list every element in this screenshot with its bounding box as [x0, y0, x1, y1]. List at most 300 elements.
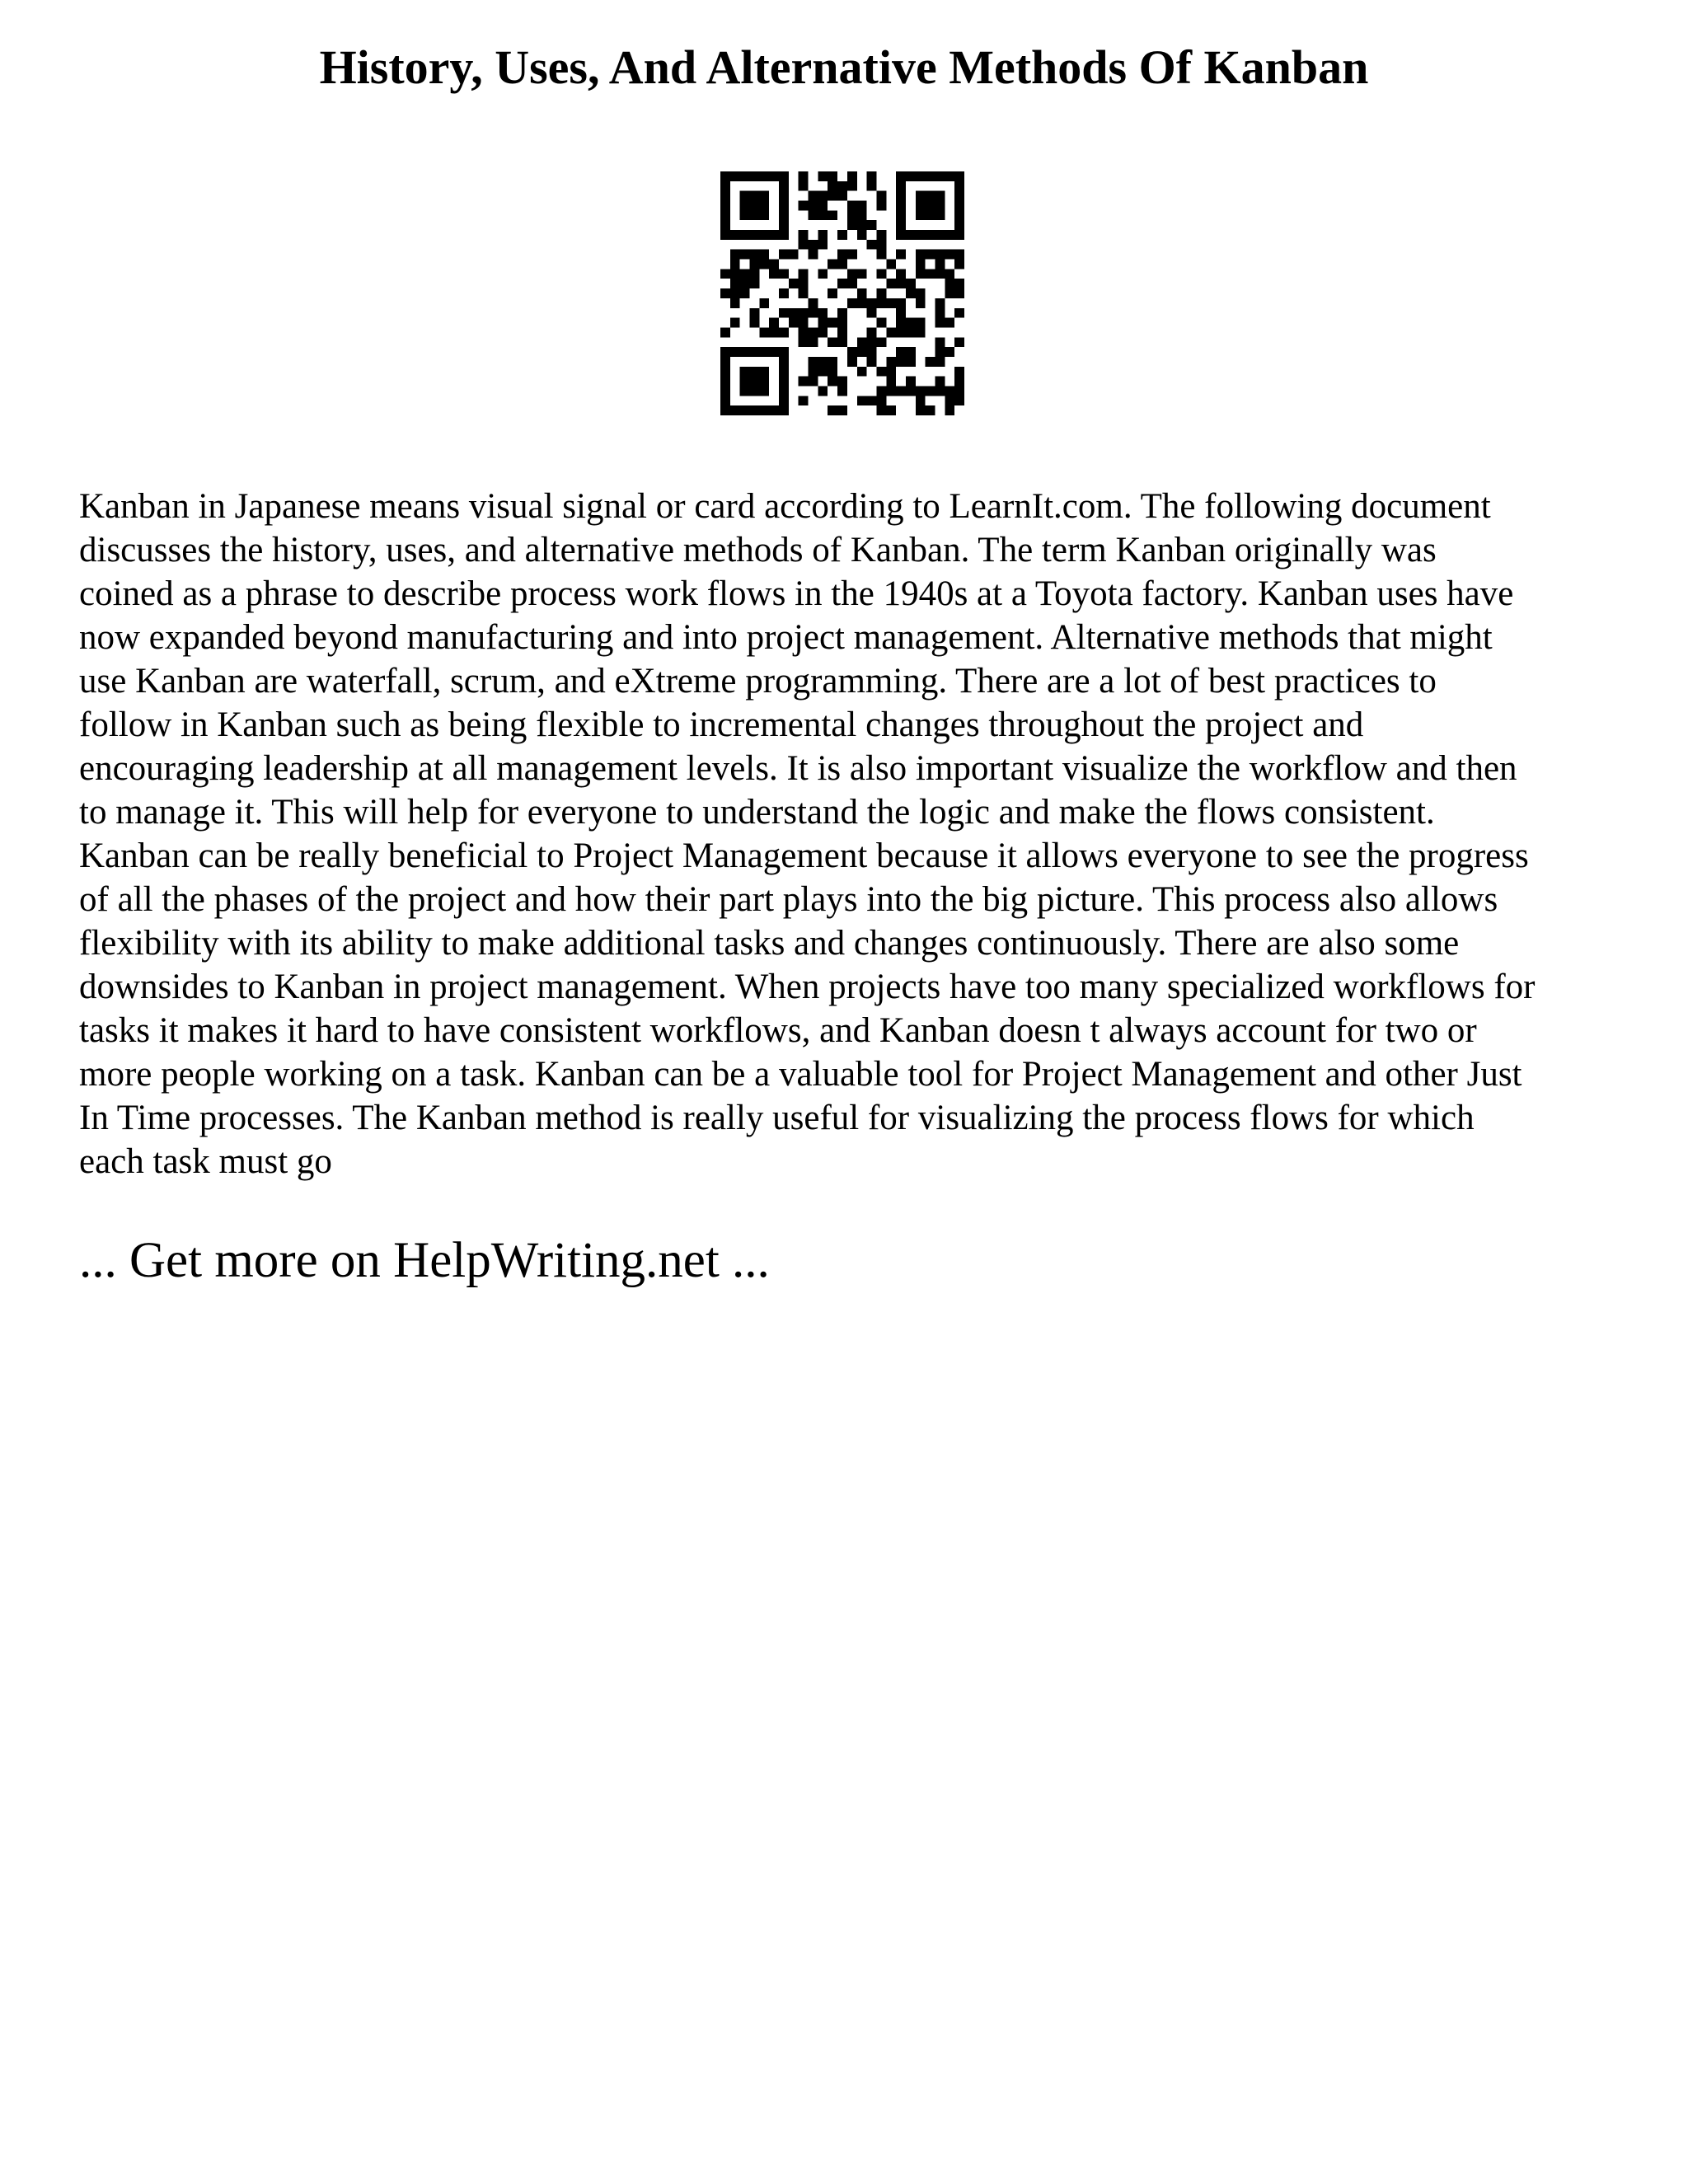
qr-module [916, 210, 926, 220]
qr-module [906, 386, 916, 396]
qr-module [740, 279, 750, 288]
qr-module [876, 250, 886, 260]
qr-module [837, 318, 847, 328]
qr-module [896, 347, 906, 357]
qr-module [954, 250, 964, 260]
qr-module [935, 386, 945, 396]
qr-module [720, 327, 730, 337]
qr-module [886, 386, 896, 396]
qr-module [906, 279, 916, 288]
qr-module [954, 396, 964, 405]
qr-module [954, 191, 964, 201]
qr-module [759, 230, 769, 240]
qr-module [954, 260, 964, 269]
qr-module [769, 260, 779, 269]
qr-module [886, 405, 896, 415]
qr-module [876, 337, 886, 347]
qr-module [779, 171, 789, 181]
qr-module [799, 288, 809, 298]
qr-module [779, 250, 789, 260]
qr-module [926, 386, 935, 396]
qr-module [730, 405, 740, 415]
qr-module [769, 269, 779, 279]
qr-module [759, 260, 769, 269]
qr-module [857, 220, 867, 230]
qr-code-icon [720, 171, 964, 415]
qr-module [954, 279, 964, 288]
qr-module [720, 220, 730, 230]
qr-module [926, 357, 935, 367]
qr-module [867, 171, 877, 181]
qr-module [759, 367, 769, 377]
qr-module [906, 171, 916, 181]
qr-module [945, 347, 954, 357]
qr-module [789, 250, 799, 260]
qr-module [876, 230, 886, 240]
qr-module [857, 337, 867, 347]
qr-module [809, 201, 818, 211]
qr-module [837, 181, 847, 191]
qr-module [828, 337, 837, 347]
qr-module [750, 230, 760, 240]
qr-module [916, 288, 926, 298]
qr-module [759, 201, 769, 211]
qr-module [720, 269, 730, 279]
qr-module [750, 386, 760, 396]
qr-module [954, 201, 964, 211]
qr-module [857, 396, 867, 405]
qr-module [809, 367, 818, 377]
qr-module [799, 201, 809, 211]
qr-module [818, 308, 828, 318]
qr-module [818, 210, 828, 220]
qr-module [857, 288, 867, 298]
qr-module [809, 357, 818, 367]
qr-module [945, 279, 954, 288]
qr-module [769, 171, 779, 181]
qr-module [779, 269, 789, 279]
qr-module [945, 396, 954, 405]
qr-module [886, 367, 896, 377]
qr-module [837, 386, 847, 396]
qr-module [847, 181, 857, 191]
qr-module [740, 250, 750, 260]
qr-module [916, 269, 926, 279]
qr-module [740, 201, 750, 211]
qr-module [740, 210, 750, 220]
qr-module [730, 260, 740, 269]
qr-module [954, 386, 964, 396]
qr-module [730, 318, 740, 328]
qr-module [935, 171, 945, 181]
qr-module [779, 230, 789, 240]
qr-module [867, 181, 877, 191]
qr-module [926, 269, 935, 279]
qr-module [818, 357, 828, 367]
qr-module [740, 171, 750, 181]
qr-module [750, 279, 760, 288]
qr-module [799, 337, 809, 347]
qr-module [730, 279, 740, 288]
qr-module [779, 220, 789, 230]
qr-module [809, 298, 818, 308]
qr-module [916, 318, 926, 328]
qr-module [779, 288, 789, 298]
get-more-link[interactable]: ... Get more on HelpWriting.net ... [79, 1233, 770, 1288]
qr-module [906, 318, 916, 328]
qr-module [916, 230, 926, 240]
qr-module [935, 210, 945, 220]
qr-module [799, 240, 809, 250]
qr-module [935, 337, 945, 347]
qr-module [750, 377, 760, 387]
qr-module [818, 318, 828, 328]
qr-module [876, 191, 886, 201]
qr-module [720, 405, 730, 415]
qr-module [935, 318, 945, 328]
qr-module [720, 230, 730, 240]
qr-module [867, 220, 877, 230]
qr-module [779, 327, 789, 337]
qr-module [876, 201, 886, 211]
qr-module [876, 386, 886, 396]
qr-module [720, 201, 730, 211]
qr-module [809, 337, 818, 347]
qr-module [828, 318, 837, 328]
qr-module [750, 405, 760, 415]
qr-module [896, 171, 906, 181]
qr-module [916, 250, 926, 260]
qr-module [837, 308, 847, 318]
qr-module [799, 279, 809, 288]
qr-module [740, 405, 750, 415]
qr-module [876, 396, 886, 405]
qr-module [720, 386, 730, 396]
qr-module [818, 230, 828, 240]
qr-module [847, 357, 857, 367]
qr-module [799, 308, 809, 318]
qr-module [779, 210, 789, 220]
qr-module [886, 279, 896, 288]
qr-module [750, 260, 760, 269]
qr-module [896, 201, 906, 211]
qr-module [730, 230, 740, 240]
qr-module [857, 367, 867, 377]
qr-module [954, 367, 964, 377]
qr-module [769, 347, 779, 357]
qr-module [886, 327, 896, 337]
qr-module [750, 367, 760, 377]
qr-module [857, 347, 867, 357]
qr-module [759, 347, 769, 357]
qr-module [740, 367, 750, 377]
qr-module [837, 405, 847, 415]
qr-module [730, 171, 740, 181]
qr-module [818, 269, 828, 279]
qr-module [837, 337, 847, 347]
qr-module [876, 318, 886, 328]
qr-module [769, 327, 779, 337]
qr-module [759, 386, 769, 396]
qr-module [847, 201, 857, 211]
qr-module [720, 377, 730, 387]
qr-module [837, 327, 847, 337]
qr-module [935, 347, 945, 357]
qr-module [857, 269, 867, 279]
qr-module [837, 279, 847, 288]
qr-module [740, 191, 750, 201]
qr-module [847, 171, 857, 181]
qr-module [847, 269, 857, 279]
qr-module [779, 201, 789, 211]
qr-module [867, 347, 877, 357]
qr-module [720, 181, 730, 191]
qr-module [730, 347, 740, 357]
qr-module [926, 230, 935, 240]
qr-module [847, 250, 857, 260]
qr-module [828, 191, 837, 201]
qr-module [896, 181, 906, 191]
qr-module [799, 318, 809, 328]
qr-module [750, 171, 760, 181]
qr-module [809, 308, 818, 318]
qr-module [828, 210, 837, 220]
qr-module [847, 347, 857, 357]
qr-module [906, 230, 916, 240]
qr-module [896, 279, 906, 288]
qr-module [750, 210, 760, 220]
qr-module [886, 260, 896, 269]
qr-module [896, 308, 906, 318]
qr-module [730, 250, 740, 260]
qr-module [945, 269, 954, 279]
qr-module [916, 298, 926, 308]
qr-module [916, 327, 926, 337]
qr-module [886, 298, 896, 308]
qr-module [720, 191, 730, 201]
qr-module [828, 377, 837, 387]
qr-module [750, 191, 760, 201]
qr-module [759, 327, 769, 337]
qr-module [857, 210, 867, 220]
qr-module [809, 377, 818, 387]
qr-module [740, 386, 750, 396]
qr-module [945, 405, 954, 415]
qr-module [954, 171, 964, 181]
qr-module [906, 327, 916, 337]
qr-module [828, 405, 837, 415]
qr-module [799, 377, 809, 387]
qr-module [867, 357, 877, 367]
qr-module [867, 337, 877, 347]
qr-module [867, 308, 877, 318]
qr-module [896, 250, 906, 260]
qr-module [837, 230, 847, 240]
qr-module [828, 357, 837, 367]
qr-module [954, 230, 964, 240]
qr-module [867, 327, 877, 337]
qr-module [759, 191, 769, 201]
qr-module [750, 269, 760, 279]
qr-module [876, 288, 886, 298]
qr-module [720, 171, 730, 181]
qr-module [857, 230, 867, 240]
qr-module [779, 347, 789, 357]
qr-module [837, 250, 847, 260]
qr-module [935, 269, 945, 279]
qr-module [876, 298, 886, 308]
qr-module [945, 288, 954, 298]
qr-module [769, 318, 779, 328]
qr-module [818, 191, 828, 201]
qr-module [916, 386, 926, 396]
qr-module [886, 357, 896, 367]
qr-module [769, 405, 779, 415]
qr-module [720, 357, 730, 367]
qr-module [906, 288, 916, 298]
qr-module [926, 405, 935, 415]
qr-module [896, 327, 906, 337]
qr-module [818, 367, 828, 377]
qr-module [954, 308, 964, 318]
qr-module [799, 269, 809, 279]
qr-module [740, 230, 750, 240]
qr-module [750, 201, 760, 211]
qr-module [876, 269, 886, 279]
qr-module [828, 181, 837, 191]
qr-module [896, 357, 906, 367]
qr-module [916, 260, 926, 269]
qr-module [896, 318, 906, 328]
qr-module [730, 298, 740, 308]
qr-module [828, 367, 837, 377]
qr-module [954, 337, 964, 347]
qr-module [945, 318, 954, 328]
qr-module [799, 230, 809, 240]
qr-module [759, 377, 769, 387]
qr-module [828, 171, 837, 181]
qr-module [916, 201, 926, 211]
qr-module [779, 386, 789, 396]
qr-module [818, 327, 828, 337]
qr-module [837, 191, 847, 201]
qr-module [818, 386, 828, 396]
qr-module [954, 210, 964, 220]
qr-module [876, 240, 886, 250]
qr-module [720, 367, 730, 377]
qr-module [847, 210, 857, 220]
qr-module [926, 191, 935, 201]
qr-module [886, 377, 896, 387]
qr-module [779, 357, 789, 367]
qr-code-graphic [720, 171, 964, 415]
qr-module [789, 279, 799, 288]
qr-module [916, 396, 926, 405]
qr-module [935, 377, 945, 387]
qr-module [954, 288, 964, 298]
qr-module [847, 298, 857, 308]
qr-module [935, 191, 945, 201]
qr-module [809, 250, 818, 260]
qr-module [799, 327, 809, 337]
qr-module [837, 260, 847, 269]
qr-module [799, 171, 809, 181]
qr-module [779, 191, 789, 201]
qr-module [935, 201, 945, 211]
qr-module [759, 171, 769, 181]
qr-module [759, 210, 769, 220]
body-paragraph: Kanban in Japanese means visual signal or card according to LearnIt.com. The following document discusses the history, uses, and alternative methods of Kanban. The term Kanban originally was coined as a phrase to describe process work flows in the 1940s at a Toyota factory. Kanban uses have now expanded beyond manufacturing and into project management. Alternative methods that might use Kanban are waterfall, scrum, and eXtreme programming. There are a lot of best practices to follow in Kanban such as being flexible to incremental changes throughout the project and encouraging leadership at all management levels. It is also important visualize the workflow and then to manage it. This will help for everyone to understand the logic and make the flows consistent. Kanban can be really beneficial to Project Management because it allows everyone to see the progress of all the phases of the project and how their part plays into the big picture. This process also allows flexibility with its ability to make additional tasks and changes continuously. There are also some downsides to Kanban in project management. When projects have too many specialized workflows for tasks it makes it hard to have consistent workflows, and Kanban doesn t always account for two or more people working on a task. Kanban can be a valuable tool for Project Management and other Just In Time processes. The Kanban method is really useful for visualizing the process flows for which each task must go [79, 487, 1536, 1181]
qr-module [935, 230, 945, 240]
qr-module [935, 298, 945, 308]
qr-module [954, 181, 964, 191]
qr-module [740, 288, 750, 298]
qr-module [945, 171, 954, 181]
qr-module [799, 181, 809, 191]
qr-module [876, 367, 886, 377]
qr-module [759, 405, 769, 415]
qr-module [720, 347, 730, 357]
qr-module [750, 347, 760, 357]
qr-module [818, 240, 828, 250]
qr-module [954, 377, 964, 387]
qr-module [720, 288, 730, 298]
qr-module [837, 377, 847, 387]
qr-module [876, 405, 886, 415]
qr-module [730, 269, 740, 279]
qr-module [857, 201, 867, 211]
qr-module [935, 357, 945, 367]
qr-module [896, 386, 906, 396]
qr-module [799, 396, 809, 405]
qr-module [906, 377, 916, 387]
qr-module [789, 308, 799, 318]
qr-module [896, 210, 906, 220]
qr-module [896, 220, 906, 230]
qr-module [916, 405, 926, 415]
page-title: History, Uses, And Alternative Methods Of Kanban [319, 40, 1369, 94]
qr-module [926, 201, 935, 211]
qr-module [809, 210, 818, 220]
qr-module [759, 298, 769, 308]
qr-module [750, 250, 760, 260]
qr-module [759, 250, 769, 260]
qr-module [828, 288, 837, 298]
qr-module [847, 220, 857, 230]
qr-module [779, 405, 789, 415]
qr-module [896, 191, 906, 201]
qr-module [896, 230, 906, 240]
qr-module [867, 298, 877, 308]
qr-module [818, 171, 828, 181]
qr-module [779, 308, 789, 318]
qr-module [916, 171, 926, 181]
qr-module [750, 308, 760, 318]
qr-module [945, 386, 954, 396]
qr-module [779, 181, 789, 191]
qr-module [935, 260, 945, 269]
qr-module [916, 191, 926, 201]
qr-module [720, 396, 730, 405]
qr-module [867, 396, 877, 405]
qr-module [779, 377, 789, 387]
qr-module [809, 327, 818, 337]
qr-module [954, 220, 964, 230]
qr-module [809, 191, 818, 201]
qr-module [818, 201, 828, 211]
qr-module [926, 250, 935, 260]
qr-module [809, 240, 818, 250]
